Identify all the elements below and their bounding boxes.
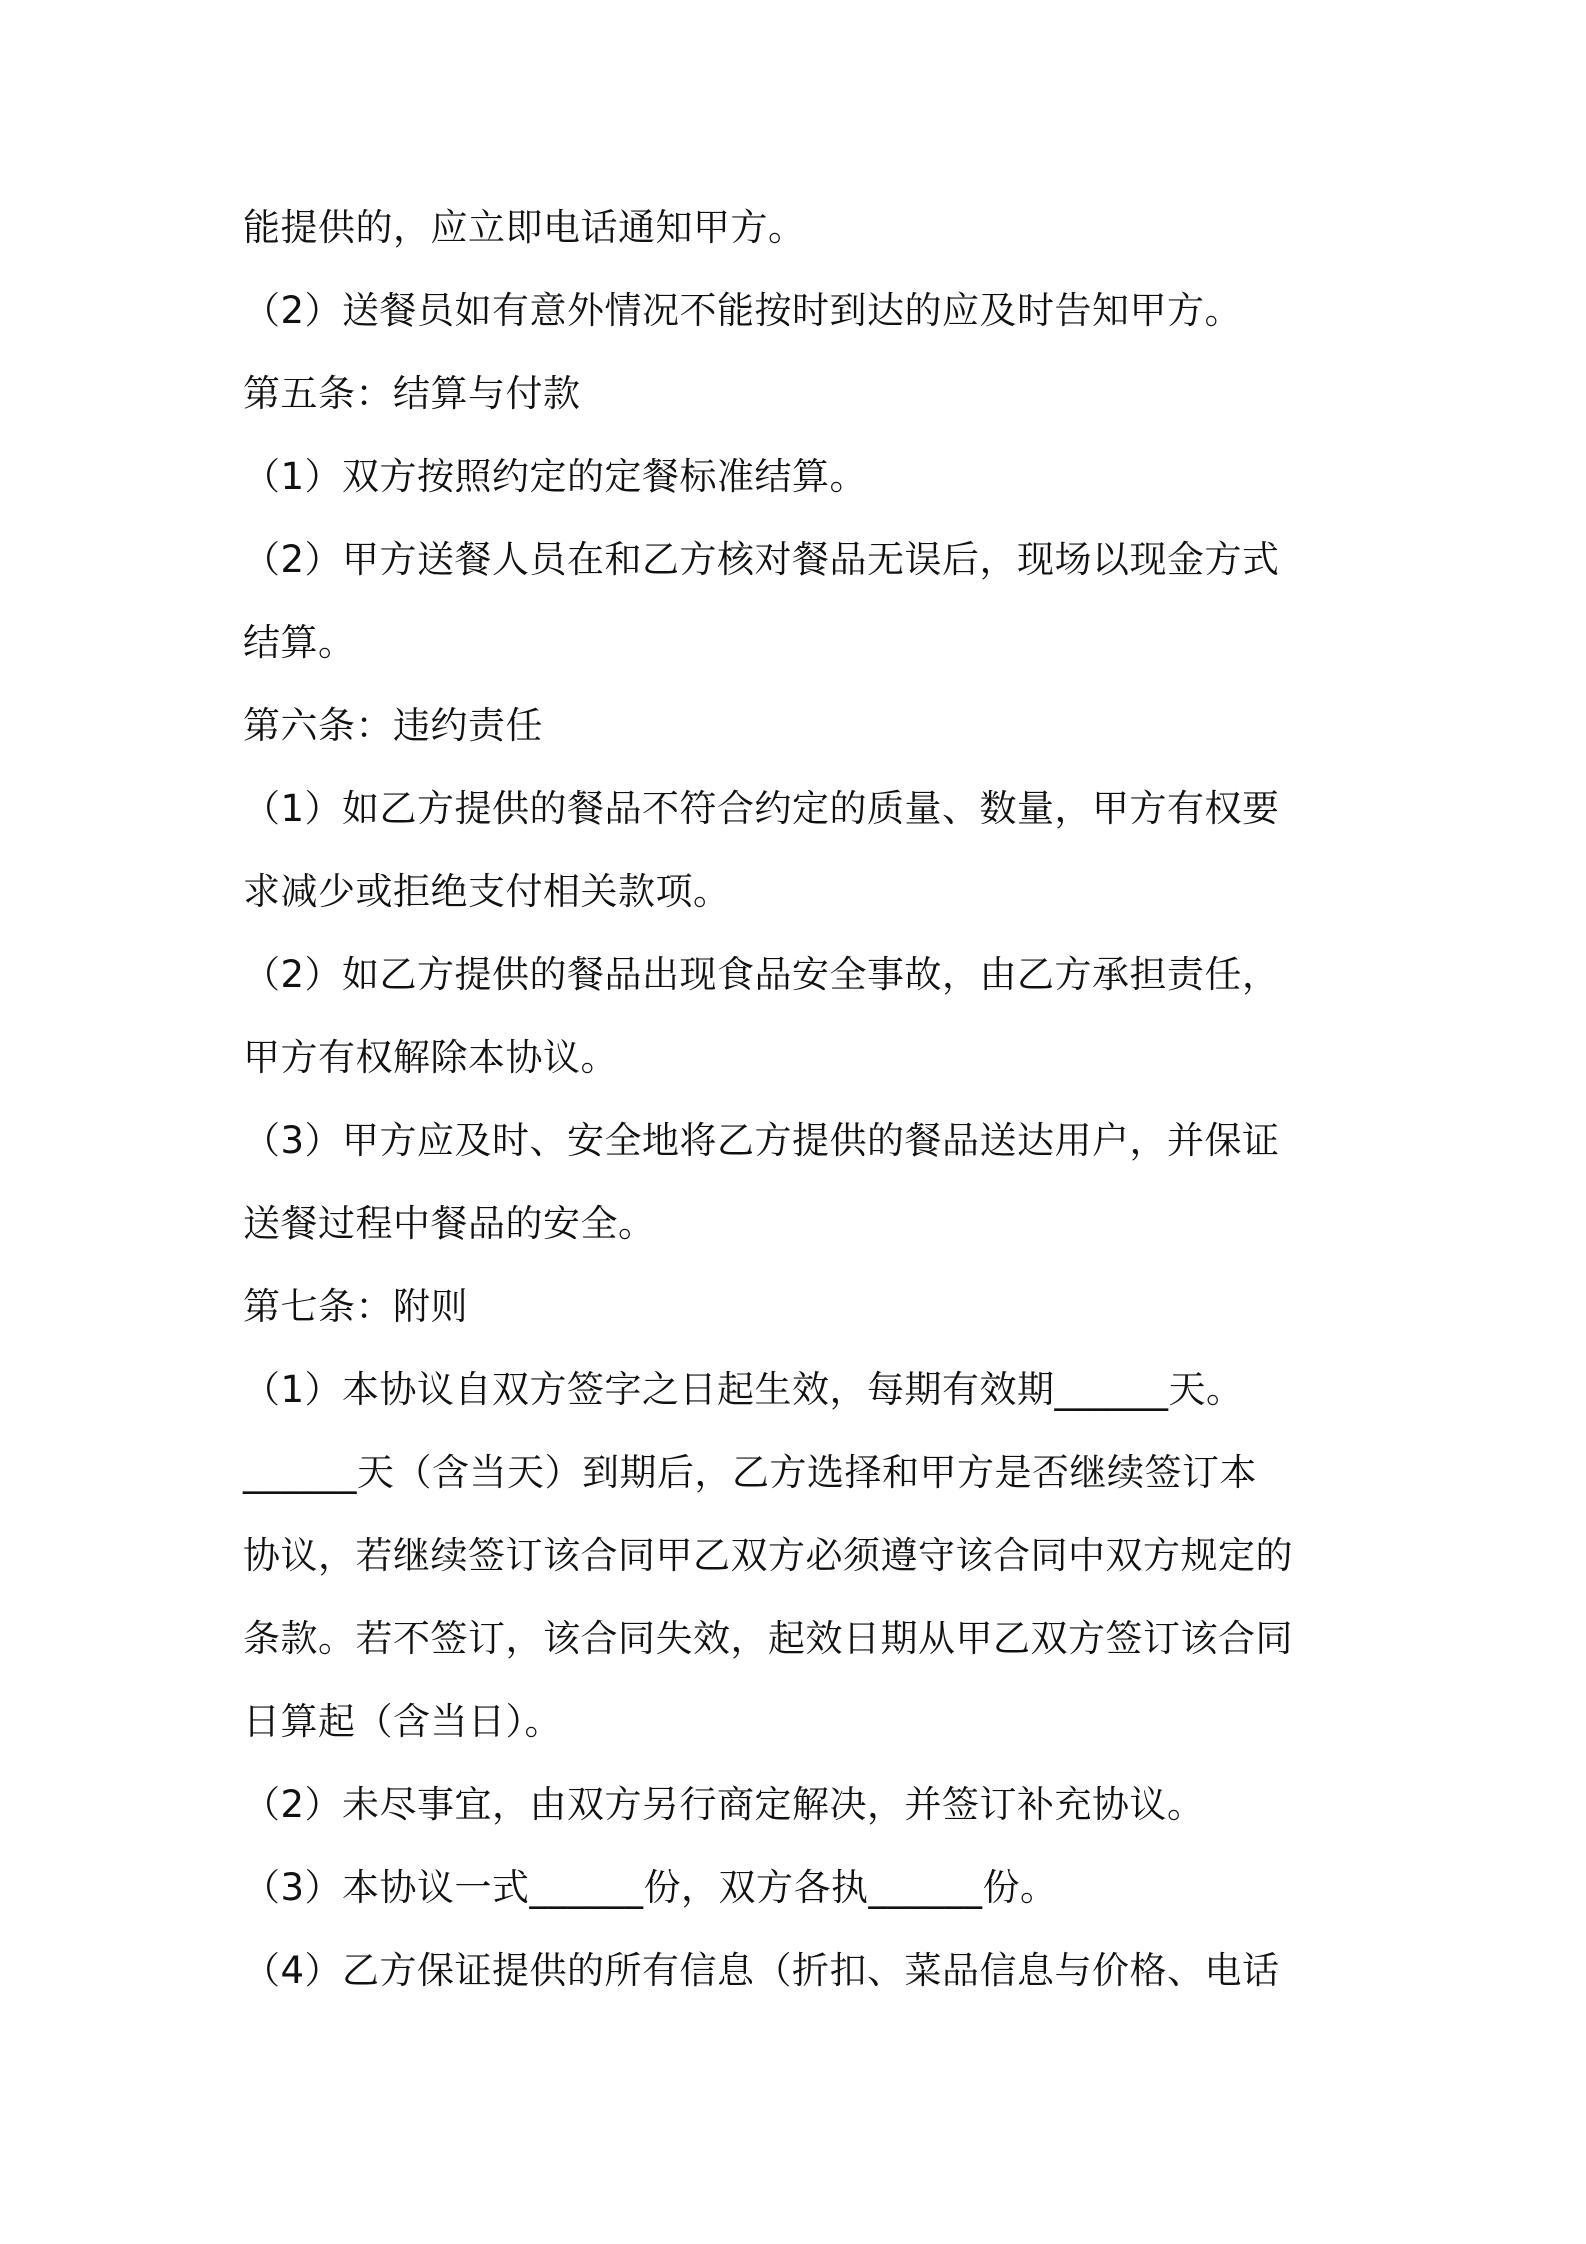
text-line: 条款。若不签订，该合同失效，起效日期从甲乙双方签订该合同 (243, 1617, 1293, 1660)
text-line: 日算起（含当日）。 (243, 1700, 562, 1743)
text-line: 结算。 (243, 621, 356, 664)
clause-item: （2）送餐员如有意外情况不能按时到达的应及时告知甲方。 (243, 289, 1243, 332)
text-line: 能提供的，应立即电话通知甲方。 (243, 206, 806, 249)
text-line: ______天（含当天）到期后，乙方选择和甲方是否继续签订本 (243, 1451, 1257, 1494)
text-line: 求减少或拒绝支付相关款项。 (243, 870, 731, 913)
clause-item: （2）未尽事宜，由双方另行商定解决，并签订补充协议。 (243, 1783, 1205, 1826)
clause-item: （3）甲方应及时、安全地将乙方提供的餐品送达用户，并保证 (243, 1119, 1280, 1162)
text-line: 协议，若继续签订该合同甲乙双方必须遵守该合同中双方规定的 (243, 1534, 1293, 1577)
clause-item: （1）本协议自双方签字之日起生效，每期有效期______天。 (243, 1368, 1244, 1411)
text-line: 甲方有权解除本协议。 (243, 1036, 618, 1079)
clause-item: （3）本协议一式______份，双方各执______份。 (243, 1866, 1058, 1909)
section-heading: 第五条：结算与付款 (243, 372, 581, 415)
clause-item: （2）甲方送餐人员在和乙方核对餐品无误后，现场以现金方式 (243, 538, 1280, 581)
clause-item: （2）如乙方提供的餐品出现食品安全事故，由乙方承担责任， (243, 953, 1280, 996)
section-heading: 第六条：违约责任 (243, 704, 543, 747)
section-heading: 第七条：附则 (243, 1285, 468, 1328)
clause-item: （1）双方按照约定的定餐标准结算。 (243, 455, 868, 498)
clause-item: （4）乙方保证提供的所有信息（折扣、菜品信息与价格、电话 (243, 1949, 1280, 1992)
clause-item: （1）如乙方提供的餐品不符合约定的质量、数量，甲方有权要 (243, 787, 1280, 830)
text-line: 送餐过程中餐品的安全。 (243, 1202, 656, 1245)
